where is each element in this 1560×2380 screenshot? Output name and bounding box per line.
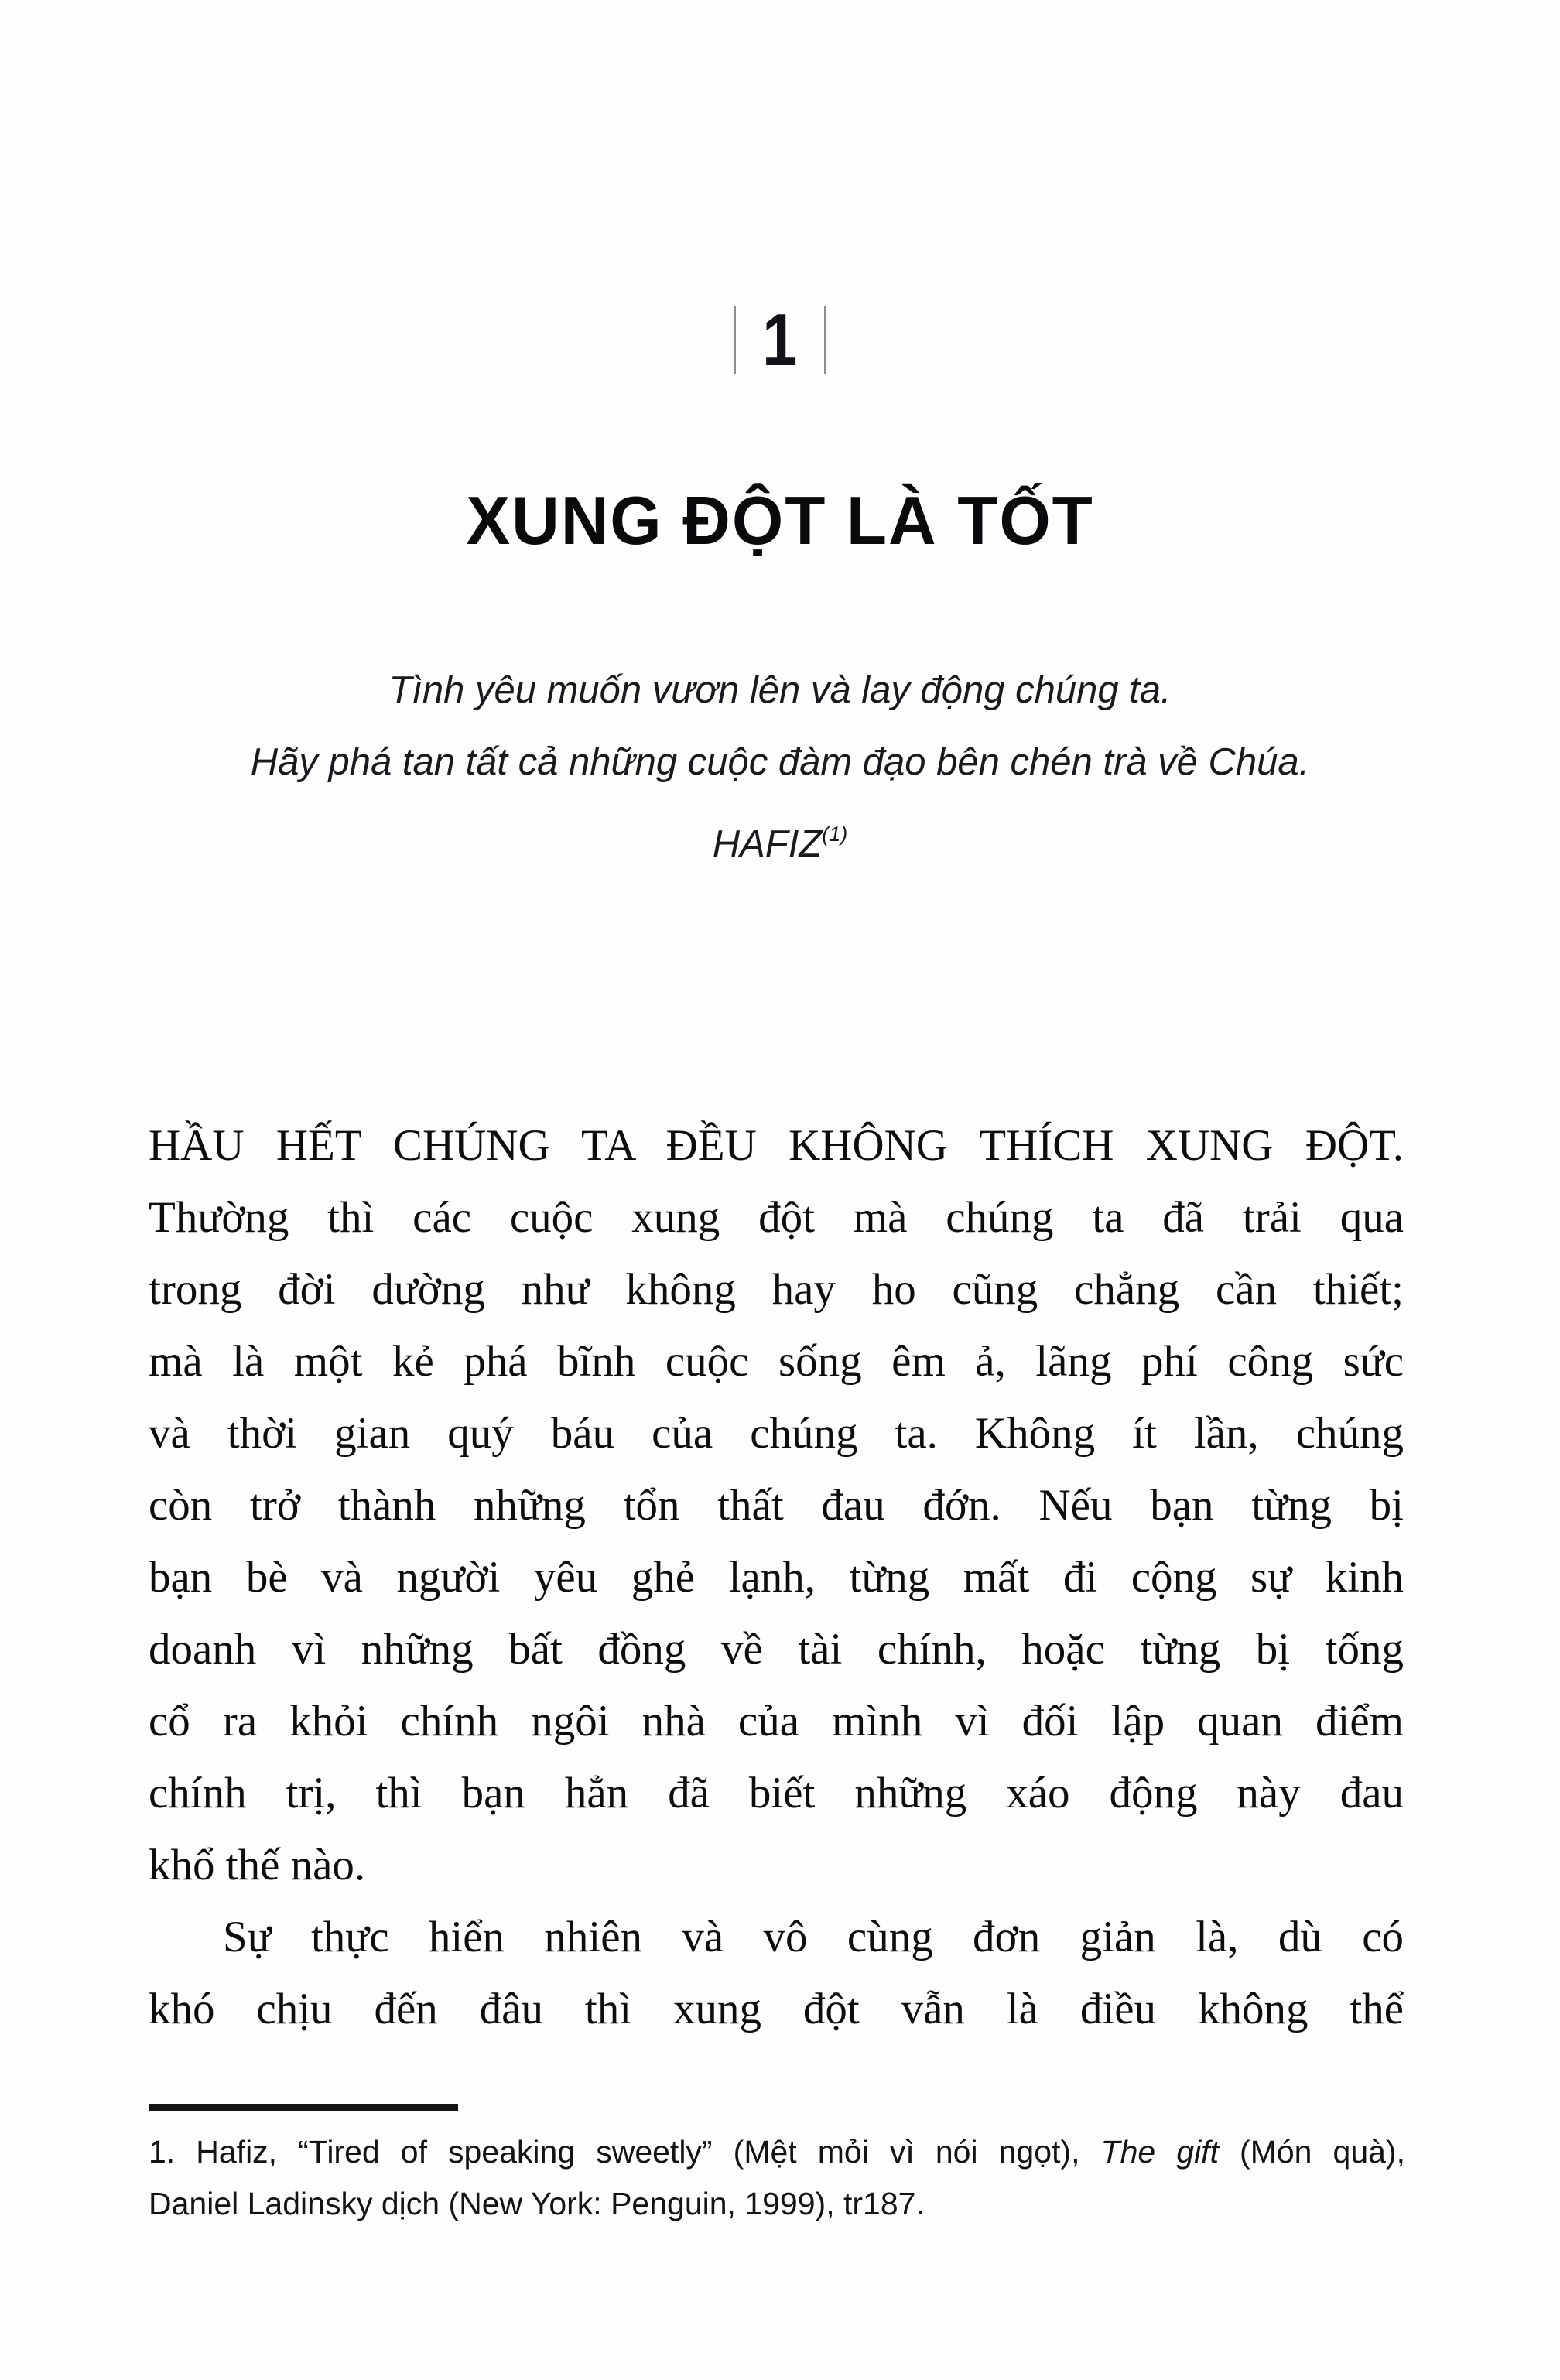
- footnote-reference-superscript: (1): [822, 822, 848, 846]
- chapter-rule-left: [734, 306, 736, 374]
- body-line: trong đời dường như không hay ho cũng chẳng cần thiết;: [149, 1265, 1404, 1314]
- footnote-line-1: [149, 2126, 1405, 2178]
- footnote-line-2: Daniel Ladinsky dịch (New York: Penguin, 1999), tr187.: [149, 2186, 925, 2221]
- body-line: doanh vì những bất đồng về tài chính, hoặc từng bị tống: [149, 1625, 1404, 1674]
- body-line: chính trị, thì bạn hẳn đã biết những xáo động này đau: [149, 1769, 1404, 1817]
- body-line: mà là một kẻ phá bĩnh cuộc sống êm ả, lãng phí công sức: [149, 1337, 1404, 1386]
- body-line-paragraph-end: khổ thế nào.: [149, 1841, 366, 1889]
- chapter-rule-right: [824, 306, 826, 374]
- body-line: khó chịu đến đâu thì xung đột vẫn là điều không thể: [149, 1985, 1404, 2033]
- body-line-paragraph-start: Sự thực hiển nhiên và vô cùng đơn giản là, dù có: [223, 1913, 1404, 1961]
- epigraph-attribution-name: HAFIZ: [712, 823, 823, 865]
- epigraph: [77, 655, 1483, 881]
- footnote: [149, 2126, 1405, 2230]
- body-line: HẦU HẾT CHÚNG TA ĐỀU KHÔNG THÍCH XUNG ĐỘT.: [149, 1121, 1404, 1170]
- body-line: còn trở thành những tổn thất đau đớn. Nếu bạn từng bị: [149, 1481, 1404, 1530]
- chapter-title: XUNG ĐỘT LÀ TỐT: [466, 482, 1094, 559]
- epigraph-line-1: Tình yêu muốn vươn lên và lay động chúng ta.: [388, 669, 1172, 711]
- body-line: Thường thì các cuộc xung đột mà chúng ta đã trải qua: [149, 1193, 1404, 1242]
- chapter-number: 1: [762, 299, 798, 381]
- epigraph-line-2: Hãy phá tan tất cả những cuộc đàm đạo bên chén trà về Chúa.: [250, 741, 1310, 783]
- body-text: [149, 1110, 1404, 2045]
- epigraph-attribution: [77, 798, 1483, 881]
- footnote-text-post: (Món quà),: [1218, 2134, 1405, 2170]
- body-line: và thời gian quý báu của chúng ta. Không ít lần, chúng: [149, 1409, 1404, 1458]
- body-line: bạn bè và người yêu ghẻ lạnh, từng mất đi cộng sự kinh: [149, 1553, 1404, 1602]
- body-line: cổ ra khỏi chính ngôi nhà của mình vì đối lập quan điểm: [149, 1697, 1404, 1746]
- footnote-text-pre: 1. Hafiz, “Tired of speaking sweetly” (Mệt mỏi vì nói ngọt),: [149, 2134, 1101, 2170]
- footnote-separator-rule: [149, 2104, 458, 2111]
- footnote-book-title: The gift: [1100, 2134, 1219, 2170]
- chapter-marker: [0, 299, 1560, 381]
